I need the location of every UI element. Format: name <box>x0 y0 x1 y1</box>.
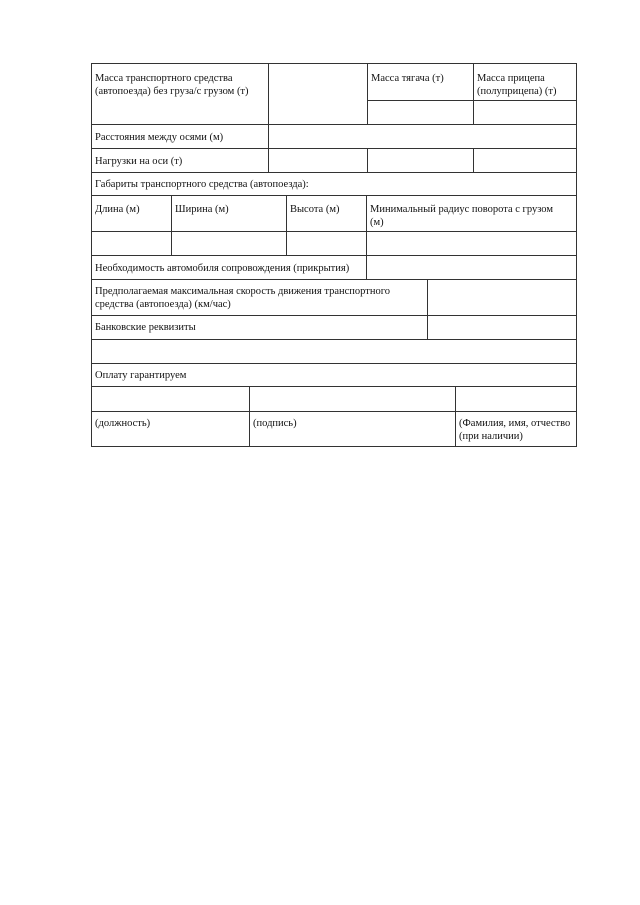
application-form-table <box>91 63 577 447</box>
tractor-mass-divider <box>368 100 473 101</box>
escort-value-cell[interactable] <box>367 256 576 279</box>
position-label: (должность) <box>95 418 151 429</box>
axle-load-value-1[interactable] <box>269 149 368 172</box>
position-cell <box>92 387 250 446</box>
axle-distance-label-cell <box>92 125 269 148</box>
row-escort <box>92 256 576 280</box>
mass-label-cell <box>92 64 269 124</box>
turn-radius-divider <box>367 231 576 232</box>
row-speed <box>92 280 576 316</box>
payment-label: Оплату гарантируем <box>95 370 187 381</box>
signature-label: (подпись) <box>253 418 297 429</box>
signature-cell <box>250 387 456 446</box>
height-cell <box>287 196 367 255</box>
mass-label-line1: Масса транспортного средства <box>95 73 233 84</box>
full-name-cell <box>456 387 576 446</box>
speed-label-line2: средства (автопоезда) (км/час) <box>95 299 231 310</box>
axle-distance-label: Расстояния между осями (м) <box>95 132 224 143</box>
full-name-line2: (при наличии) <box>459 431 523 442</box>
row-blank[interactable] <box>92 340 576 364</box>
axle-load-value-3[interactable] <box>474 149 576 172</box>
speed-value-cell[interactable] <box>428 280 576 315</box>
row-axle-distance <box>92 125 576 149</box>
speed-label-line1: Предполагаемая максимальная скорость движения транспортного <box>95 286 391 297</box>
row-dimensions-title <box>92 173 576 196</box>
width-cell <box>172 196 287 255</box>
height-label: Высота (м) <box>290 204 340 215</box>
row-signature <box>92 387 576 446</box>
position-divider <box>92 411 249 412</box>
trailer-mass-divider <box>474 100 576 101</box>
bank-label-cell <box>92 316 428 339</box>
row-bank <box>92 316 576 340</box>
escort-label: Необходимость автомобиля сопровождения (прикрытия) <box>95 263 350 274</box>
row-dimensions <box>92 196 576 256</box>
width-divider <box>172 231 286 232</box>
bank-label: Банковские реквизиты <box>95 322 196 333</box>
full-name-divider <box>456 411 576 412</box>
trailer-mass-line1: Масса прицепа <box>477 73 545 84</box>
row-mass <box>92 64 576 125</box>
turn-radius-line1: Минимальный радиус поворота с грузом <box>370 204 553 215</box>
trailer-mass-cell <box>474 64 576 124</box>
length-label: Длина (м) <box>95 204 140 215</box>
dimensions-title: Габариты транспортного средства (автопоезда): <box>95 179 309 190</box>
mass-value-cell[interactable] <box>269 64 368 124</box>
escort-label-cell <box>92 256 367 279</box>
axle-load-value-2[interactable] <box>368 149 474 172</box>
tractor-mass-cell <box>368 64 474 124</box>
trailer-mass-line2: (полуприцепа) (т) <box>477 86 557 97</box>
bank-value-cell[interactable] <box>428 316 576 339</box>
tractor-mass-label: Масса тягача (т) <box>371 73 444 84</box>
mass-label-line2: (автопоезда) без груза/с грузом (т) <box>95 86 249 97</box>
length-divider <box>92 231 171 232</box>
turn-radius-line2: (м) <box>370 217 384 228</box>
full-name-line1: (Фамилия, имя, отчество <box>459 418 571 429</box>
height-divider <box>287 231 366 232</box>
signature-divider <box>250 411 455 412</box>
row-axle-load <box>92 149 576 173</box>
speed-label-cell <box>92 280 428 315</box>
length-cell <box>92 196 172 255</box>
axle-load-label-cell <box>92 149 269 172</box>
width-label: Ширина (м) <box>175 204 229 215</box>
axle-distance-value-cell[interactable] <box>269 125 576 148</box>
row-payment <box>92 364 576 387</box>
turn-radius-cell <box>367 196 576 255</box>
axle-load-label: Нагрузки на оси (т) <box>95 156 183 167</box>
